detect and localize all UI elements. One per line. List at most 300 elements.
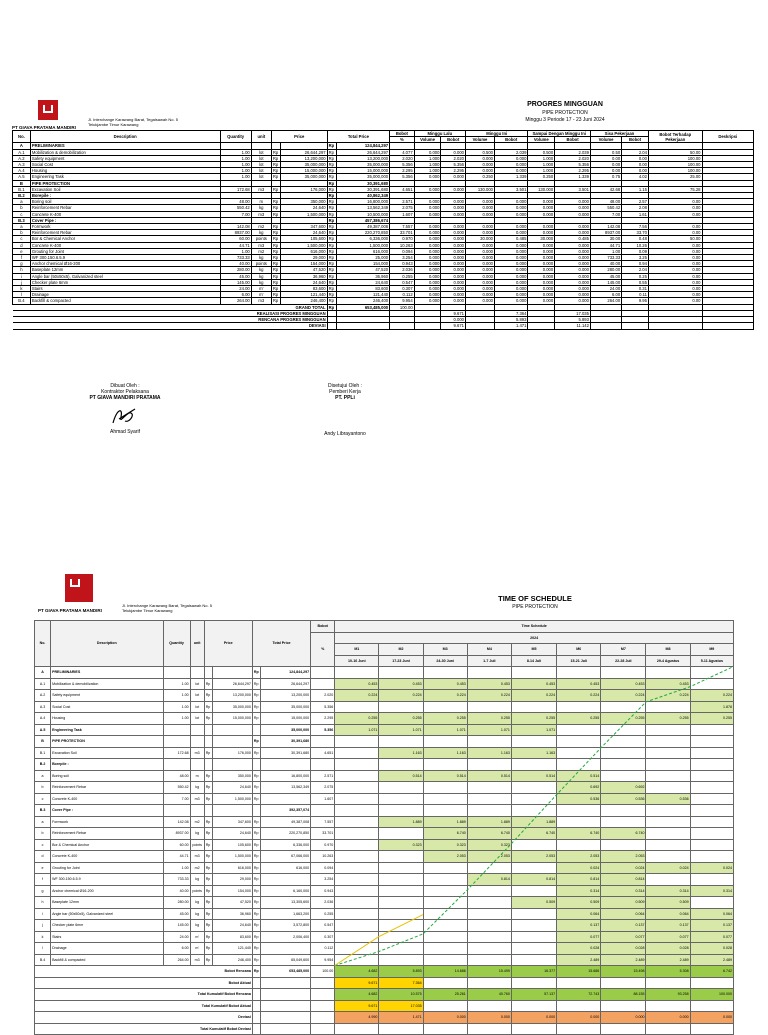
table-cell: kg xyxy=(251,230,271,236)
table-cell: 2.020 xyxy=(390,155,415,161)
schedule-cell xyxy=(690,851,733,863)
table-cell: 0.000 xyxy=(441,255,466,261)
table-cell: 0.00 xyxy=(648,205,702,211)
table-cell: 30,391,680 xyxy=(260,747,310,759)
table-row xyxy=(35,724,734,736)
table-cell: 30,391,680 xyxy=(260,736,310,748)
table-cell: Rp xyxy=(204,851,212,863)
schedule-cell xyxy=(646,816,690,828)
schedule-cell xyxy=(335,747,379,759)
schedule-cell: 0.255 xyxy=(511,713,556,725)
schedule-cell: 0.224 xyxy=(511,690,556,702)
summary-bobot xyxy=(311,977,335,989)
table-cell: Rp xyxy=(204,793,212,805)
table-cell: 0.00 xyxy=(648,230,702,236)
schedule-cell: 0.692 xyxy=(557,782,601,794)
table-cell: 5.356 xyxy=(390,174,415,180)
schedule-cell: 0.314 xyxy=(557,885,601,897)
table-cell: 264.00 xyxy=(163,954,190,966)
col-bobot: Bobot xyxy=(390,131,415,137)
schedule-cell xyxy=(646,828,690,840)
table-cell: A.5 xyxy=(13,174,31,180)
table-cell: 36,960 xyxy=(336,273,390,279)
schedule-cell xyxy=(379,828,423,840)
summary-label: Bobot Aktual xyxy=(35,977,253,989)
table-cell: Rp xyxy=(252,793,260,805)
summary-cell xyxy=(467,1023,511,1035)
table-cell: Rp xyxy=(327,286,336,292)
table-row xyxy=(35,770,734,782)
table-cell: Rp xyxy=(327,298,336,304)
table-cell: 0.000 xyxy=(441,267,466,273)
schedule-cell xyxy=(467,885,511,897)
col-quantity: Quantity xyxy=(163,621,190,667)
table-cell: 3.501 xyxy=(555,186,591,192)
summary-cell: 16.377 xyxy=(511,966,556,978)
schedule-cell: 0.514 xyxy=(511,770,556,782)
schedule-cell: 0.077 xyxy=(690,931,733,943)
schedule-cell xyxy=(557,747,601,759)
table-cell: 1.000 xyxy=(528,168,555,174)
schedule-cell: 0.255 xyxy=(467,713,511,725)
schedule-cell xyxy=(423,805,467,817)
table-cell: A xyxy=(13,143,31,149)
summary-label: RENCANA PROGRES MINGGUAN xyxy=(13,317,328,323)
table-cell: 15,000,000 xyxy=(212,713,252,725)
table-cell xyxy=(163,759,190,771)
table-cell: 0.00 xyxy=(622,168,649,174)
schedule-cell: 0.024 xyxy=(557,862,601,874)
schedule-cell xyxy=(467,908,511,920)
table-cell: B.1 xyxy=(13,186,31,192)
col-volume: Volume xyxy=(465,137,494,143)
col-bobot-sub: Bobot xyxy=(622,137,649,143)
table-cell: Rp xyxy=(271,199,280,205)
summary-cell: 0.000 xyxy=(467,1012,511,1024)
summary-cell: 40.760 xyxy=(467,989,511,1001)
table-cell: Rp xyxy=(327,174,336,180)
table-cell: Rp xyxy=(204,874,212,886)
table-cell: c xyxy=(13,236,31,242)
table-cell: 0.000 xyxy=(494,162,527,168)
summary-value xyxy=(260,1012,310,1024)
table-cell: 49,387,008 xyxy=(336,224,390,230)
table-row xyxy=(35,885,734,897)
summary-label: Total Kumulatif Bobot Rencana xyxy=(35,989,253,1001)
week-code: M4 xyxy=(467,644,511,656)
table-cell: 0.000 xyxy=(555,255,591,261)
summary-row xyxy=(35,1012,734,1024)
table-cell: 42.68 xyxy=(590,186,621,192)
table-cell: 0.000 xyxy=(441,199,466,205)
table-cell: Checker plate 6mm xyxy=(51,920,163,932)
col-price: Price xyxy=(271,131,327,143)
table-cell: 0.000 xyxy=(465,155,494,161)
table-cell: 0.000 xyxy=(441,149,466,155)
summary-row xyxy=(35,977,734,989)
table-cell: Concrete K-400 xyxy=(51,793,163,805)
table-cell: m2 xyxy=(190,816,204,828)
schedule-cell xyxy=(601,701,646,713)
table-cell: Boring soil xyxy=(30,199,220,205)
schedule-cell xyxy=(646,874,690,886)
schedule-cell xyxy=(379,701,423,713)
table-cell: Rp xyxy=(252,862,260,874)
summary-rp xyxy=(252,977,260,989)
schedule-cell xyxy=(423,862,467,874)
table-cell: 4.02 xyxy=(622,174,649,180)
col-deskripsi: Deskripsi xyxy=(702,131,753,143)
table-cell: 0.00 xyxy=(648,248,702,254)
table-cell xyxy=(163,805,190,817)
table-cell: PIPE PROTECTION xyxy=(30,180,220,186)
table-cell: 1.000 xyxy=(528,155,555,161)
summary-cell: 17.035 xyxy=(379,1000,423,1012)
table-cell xyxy=(702,323,753,329)
table-cell: 0.000 xyxy=(465,255,494,261)
table-cell: 5.356 xyxy=(390,162,415,168)
table-cell: 47,520 xyxy=(336,267,390,273)
summary-cell: 15.499 xyxy=(467,966,511,978)
table-cell: 3.501 xyxy=(494,186,527,192)
schedule-cell xyxy=(511,931,556,943)
schedule-cell: 2.053 xyxy=(557,851,601,863)
table-cell: points xyxy=(251,236,271,242)
schedule-cell: 0.314 xyxy=(690,885,733,897)
table-cell: 0.000 xyxy=(441,224,466,230)
schedule-cell xyxy=(335,874,379,886)
table-cell: 280.00 xyxy=(220,267,251,273)
table-cell: Angle bar (50x50x5), Galvanized steel xyxy=(51,908,163,920)
table-cell: 0.000 xyxy=(528,242,555,248)
table-cell: Concrete K-400 xyxy=(30,242,220,248)
schedule-cell xyxy=(379,851,423,863)
schedule-cell xyxy=(335,701,379,713)
schedule-cell xyxy=(601,839,646,851)
table-cell: 0.000 xyxy=(441,230,466,236)
table-cell: 25.00 xyxy=(648,174,702,180)
table-cell: Rp xyxy=(204,690,212,702)
table-cell xyxy=(190,667,204,679)
table-cell: Rp xyxy=(328,193,335,199)
schedule-cell xyxy=(690,828,733,840)
table-cell xyxy=(252,724,260,736)
table-cell: Rp xyxy=(328,143,335,149)
table-cell: 24,640 xyxy=(280,230,327,236)
table-cell: 0.000 xyxy=(441,205,466,211)
schedule-cell xyxy=(511,862,556,874)
table-cell: 0.500 xyxy=(465,149,494,155)
schedule-cell: 0.814 xyxy=(601,874,646,886)
schedule-cell xyxy=(511,908,556,920)
table-cell: 0.000 xyxy=(414,149,441,155)
table-cell: 9.954 xyxy=(311,954,335,966)
table-cell: Grouting for Joint xyxy=(51,862,163,874)
table-cell: 10.263 xyxy=(311,851,335,863)
table-cell: 16,800,000 xyxy=(260,770,310,782)
table-cell: 1,500,000 xyxy=(336,242,390,248)
schedule-cell: 0.453 xyxy=(511,678,556,690)
table-cell: 2.036 xyxy=(311,897,335,909)
schedule-cell xyxy=(379,908,423,920)
table-cell: 0.000 xyxy=(414,292,441,298)
table-cell: 5.356 xyxy=(311,724,335,736)
table-row xyxy=(35,690,734,702)
table-cell: 0.000 xyxy=(441,211,466,217)
table-cell: 2.08 xyxy=(622,205,649,211)
table-row xyxy=(35,851,734,863)
schedule-cell: 0.536 xyxy=(557,793,601,805)
schedule-cell xyxy=(690,874,733,886)
table-cell: 30.000 xyxy=(528,236,555,242)
table-cell: Rp xyxy=(271,174,280,180)
table-cell: 0.50 xyxy=(590,149,621,155)
schedule-cell: 1.878 xyxy=(690,701,733,713)
table-cell: Rp xyxy=(204,943,212,955)
schedule-cell xyxy=(690,805,733,817)
table-cell: 0.000 xyxy=(528,255,555,261)
table-cell: 49,387,008 xyxy=(260,816,310,828)
table-cell: 0.000 xyxy=(528,205,555,211)
table-cell xyxy=(590,323,621,329)
table-cell: m2 xyxy=(190,862,204,874)
table-cell: B.2 xyxy=(13,193,31,199)
table-cell: 145.00 xyxy=(163,920,190,932)
table-cell: A.3 xyxy=(13,162,31,168)
table-cell: Rp xyxy=(252,701,260,713)
table-cell: Rp xyxy=(271,248,280,254)
table-cell xyxy=(260,793,310,805)
table-cell xyxy=(163,736,190,748)
table-cell: 0.000 xyxy=(494,267,527,273)
schedule-cell xyxy=(646,782,690,794)
summary-cell: 57.137 xyxy=(511,989,556,1001)
schedule-cell xyxy=(379,736,423,748)
table-cell xyxy=(204,724,212,736)
table-cell: Rp xyxy=(252,897,260,909)
table-row xyxy=(35,839,734,851)
table-cell: 0.000 xyxy=(465,199,494,205)
table-cell: Backfill & compacted xyxy=(30,298,220,304)
table-cell: Rp xyxy=(271,211,280,217)
table-cell xyxy=(204,759,212,771)
table-cell xyxy=(311,759,335,771)
table-cell: 10,500,000 xyxy=(336,211,390,217)
schedule-cell: 0.255 xyxy=(379,713,423,725)
table-row xyxy=(35,931,734,943)
table-cell: 36,960 xyxy=(212,908,252,920)
summary-cell xyxy=(690,1023,733,1035)
table-cell: 24.00 xyxy=(590,286,621,292)
table-cell: Rp xyxy=(327,292,336,298)
schedule-cell: 0.255 xyxy=(690,713,733,725)
table-cell: c xyxy=(35,793,51,805)
page-subtitle: PIPE PROTECTION xyxy=(542,110,588,116)
schedule-cell xyxy=(379,920,423,932)
schedule-cell xyxy=(335,931,379,943)
schedule-cell xyxy=(335,816,379,828)
schedule-cell: 0.224 xyxy=(690,690,733,702)
table-cell: 0.547 xyxy=(390,279,415,285)
table-cell: 40,862,349 xyxy=(336,193,390,199)
table-cell: 0.000 xyxy=(465,292,494,298)
schedule-cell xyxy=(646,805,690,817)
table-cell: Rp xyxy=(252,690,260,702)
table-cell xyxy=(190,736,204,748)
table-cell: j xyxy=(35,920,51,932)
schedule-subtitle: PIPE PROTECTION xyxy=(512,604,558,610)
table-cell: Angle bar (50x50x5), Galvanized steel xyxy=(30,273,220,279)
table-cell: 1.339 xyxy=(494,174,527,180)
table-cell: 3.254 xyxy=(311,874,335,886)
table-row xyxy=(35,782,734,794)
schedule-cell: 0.814 xyxy=(557,874,601,886)
table-cell: points xyxy=(190,885,204,897)
summary-cell xyxy=(379,1023,423,1035)
summary-label: Deviasi xyxy=(35,1012,253,1024)
table-cell: c xyxy=(13,211,31,217)
table-cell: 0.000 xyxy=(465,205,494,211)
table-cell: kg xyxy=(190,828,204,840)
table-cell: 2.295 xyxy=(390,168,415,174)
schedule-cell xyxy=(423,920,467,932)
table-cell: B.1 xyxy=(35,747,51,759)
schedule-cell xyxy=(511,793,556,805)
table-cell xyxy=(622,323,649,329)
table-cell: 142.08 xyxy=(163,816,190,828)
table-cell: Rp xyxy=(204,747,212,759)
summary-cell: 1.471 xyxy=(379,1012,423,1024)
summary-cell: 0.000 xyxy=(690,1012,733,1024)
table-cell: 44.71 xyxy=(590,242,621,248)
table-cell: 35,000,000 xyxy=(336,174,390,180)
table-cell: PIPE PROTECTION xyxy=(51,736,163,748)
table-cell: 35,000,000 xyxy=(280,162,327,168)
table-cell: 2.036 xyxy=(390,267,415,273)
table-cell: 2.075 xyxy=(390,205,415,211)
table-cell: 0.000 xyxy=(494,199,527,205)
table-cell: Rp xyxy=(327,155,336,161)
summary-mi: 7.364 xyxy=(494,310,527,316)
summary-row xyxy=(35,1023,734,1035)
table-cell: 4.077 xyxy=(390,149,415,155)
schedule-cell xyxy=(379,874,423,886)
table-cell: kg xyxy=(251,279,271,285)
table-cell: 0.000 xyxy=(441,186,466,192)
table-cell: 60.00 xyxy=(220,236,251,242)
table-cell: 145.00 xyxy=(590,279,621,285)
table-cell: 10.263 xyxy=(390,242,415,248)
table-cell: 0.000 xyxy=(528,199,555,205)
table-cell: 7.557 xyxy=(390,224,415,230)
table-cell: B xyxy=(35,736,51,748)
table-row xyxy=(35,954,734,966)
summary-label: DEVIASI xyxy=(13,323,328,329)
table-cell: 0.943 xyxy=(311,885,335,897)
schedule-cell: 1.163 xyxy=(379,747,423,759)
table-cell: Mobilization & demobilization xyxy=(51,678,163,690)
table-cell: 6,336,000 xyxy=(336,236,390,242)
schedule-cell xyxy=(423,782,467,794)
table-cell: lot xyxy=(251,162,271,168)
schedule-cell xyxy=(557,701,601,713)
table-cell: 550.42 xyxy=(590,205,621,211)
table-cell xyxy=(212,805,252,817)
week-header: 17-23 Juni xyxy=(379,655,423,667)
summary-cell: 0.000 xyxy=(646,1012,690,1024)
table-cell: Drainage xyxy=(51,943,163,955)
schedule-cell xyxy=(646,759,690,771)
table-cell: 44.71 xyxy=(163,851,190,863)
table-cell: 1.000 xyxy=(414,168,441,174)
table-row xyxy=(35,736,734,748)
schedule-cell xyxy=(601,816,646,828)
table-cell: 3,572,800 xyxy=(260,920,310,932)
summary-cell xyxy=(557,1000,601,1012)
table-cell: Rp xyxy=(252,736,260,748)
table-cell: 0.00 xyxy=(648,255,702,261)
table-cell: 0.000 xyxy=(494,292,527,298)
table-cell: 0.000 xyxy=(414,199,441,205)
table-cell: 121,440 xyxy=(336,292,390,298)
week-header: 29-4 Agustus xyxy=(646,655,690,667)
table-cell: Rp xyxy=(271,230,280,236)
schedule-cell xyxy=(423,874,467,886)
schedule-cell xyxy=(601,747,646,759)
summary-cell xyxy=(511,1023,556,1035)
schedule-cell: 1.071 xyxy=(335,724,379,736)
table-cell xyxy=(212,724,252,736)
table-cell: Rp xyxy=(252,931,260,943)
table-cell: 0.000 xyxy=(441,273,466,279)
table-cell: 1,663,200 xyxy=(260,908,310,920)
table-row xyxy=(35,920,734,932)
table-cell: Checker plate 6mm xyxy=(30,279,220,285)
schedule-cell xyxy=(467,701,511,713)
table-cell: Rp xyxy=(252,747,260,759)
table-cell: B.2 xyxy=(35,759,51,771)
summary-cell xyxy=(423,1023,467,1035)
table-cell: h xyxy=(35,897,51,909)
summary-cell xyxy=(646,977,690,989)
table-row xyxy=(35,793,734,805)
table-cell: 26,644,297 xyxy=(212,678,252,690)
table-cell: Rp xyxy=(252,851,260,863)
table-cell: 30.00 xyxy=(590,236,621,242)
table-cell: Grouting for Joint xyxy=(30,248,220,254)
week-code: M1 xyxy=(335,644,379,656)
table-cell: 7.00 xyxy=(220,211,251,217)
table-cell xyxy=(465,323,494,329)
table-cell: 2.039 xyxy=(555,149,591,155)
schedule-cell xyxy=(467,782,511,794)
table-cell: Rp xyxy=(271,286,280,292)
table-cell: 0.55 xyxy=(622,279,649,285)
table-cell: a xyxy=(13,199,31,205)
signature-right xyxy=(290,383,400,437)
table-cell: 0.000 xyxy=(555,205,591,211)
table-cell: 0.000 xyxy=(555,242,591,248)
table-cell: 172.68 xyxy=(220,186,251,192)
summary-ml: 0.000 xyxy=(441,317,466,323)
summary-cell: 9.671 xyxy=(335,977,379,989)
table-cell xyxy=(260,943,310,955)
table-cell: Rp xyxy=(327,273,336,279)
table-cell: B.3 xyxy=(35,805,51,817)
summary-cell: 5.308 xyxy=(646,966,690,978)
table-cell: 246,400 xyxy=(212,954,252,966)
schedule-cell xyxy=(335,793,379,805)
